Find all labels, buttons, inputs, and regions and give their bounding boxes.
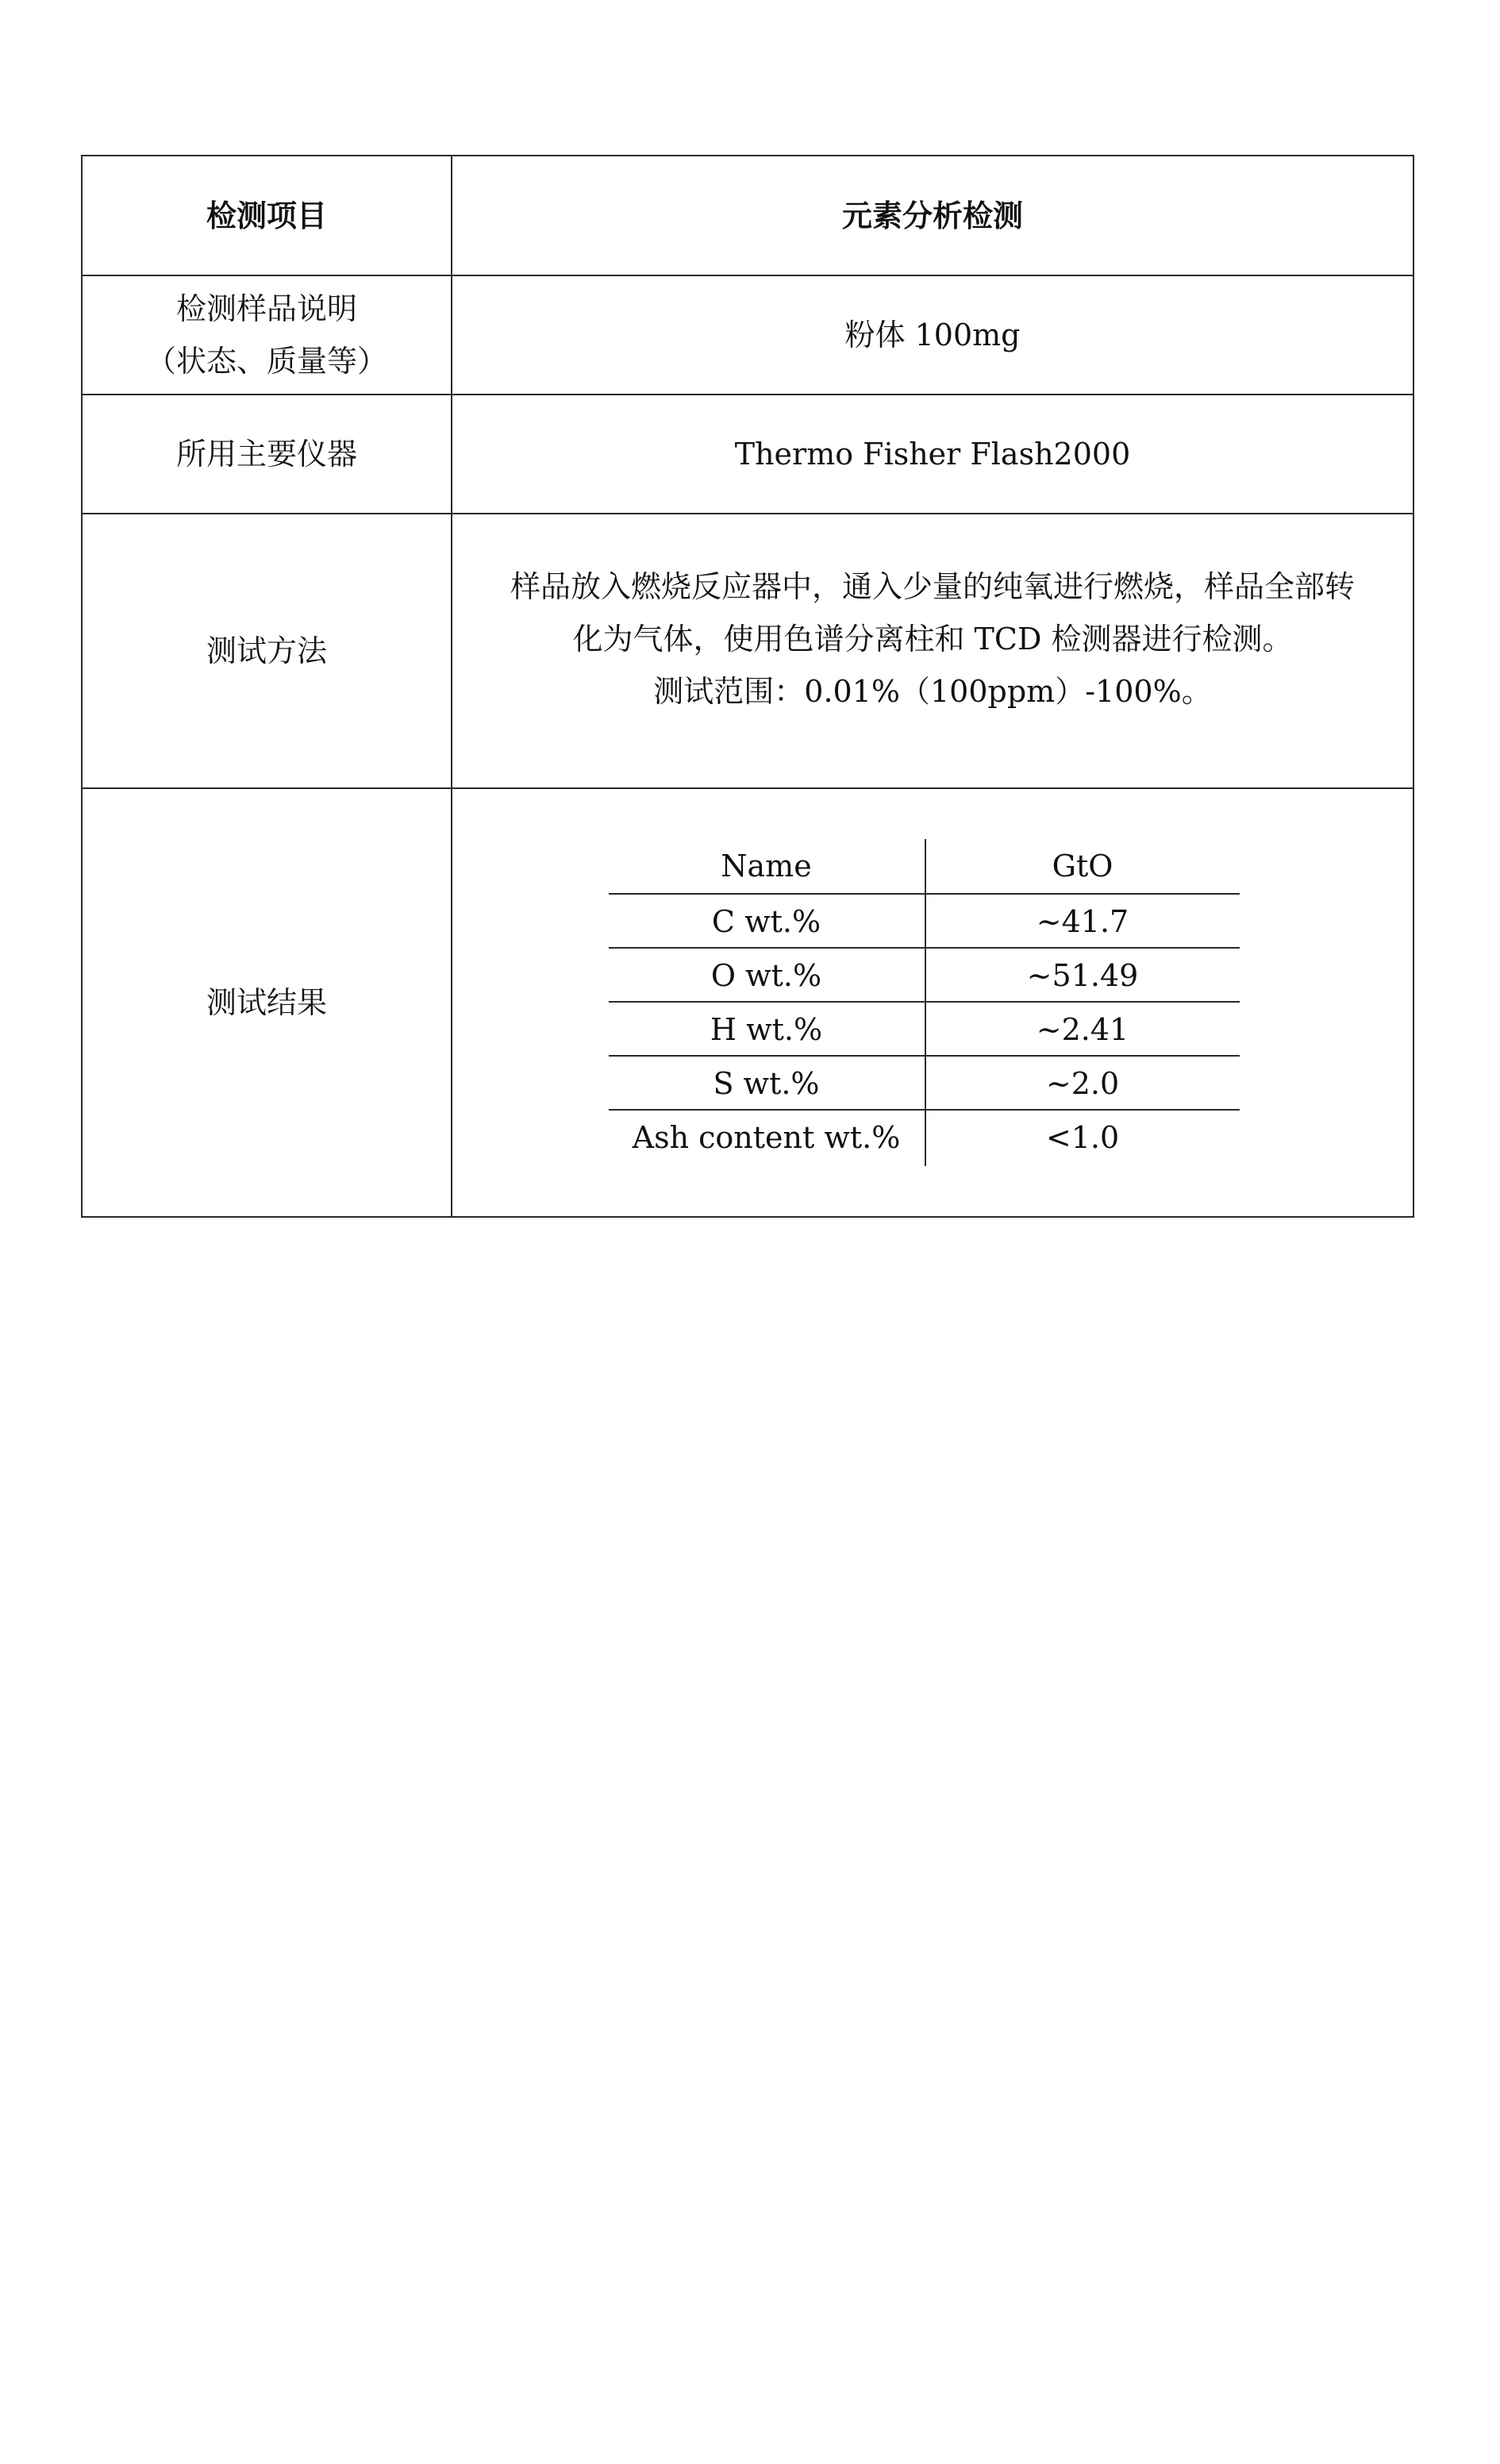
results-cell-name: O wt.% — [710, 958, 822, 993]
results-cell-name: S wt.% — [713, 1066, 820, 1101]
method-line1: 样品放入燃烧反应器中，通入少量的纯氧进行燃烧，样品全部转 — [510, 569, 1355, 604]
sample-label-line2: （状态、质量等） — [145, 344, 387, 379]
results-cell-name: H wt.% — [710, 1012, 823, 1047]
results-cell-value: ~41.7 — [1036, 904, 1129, 939]
results-row — [83, 789, 1413, 1216]
results-row-item — [609, 1003, 1240, 1057]
instrument-value-cell: Thermo Fisher Flash2000 — [734, 437, 1131, 472]
results-row-item — [609, 1111, 1240, 1165]
results-value-cell — [452, 789, 1413, 1216]
results-cell-value: ~51.49 — [1026, 958, 1139, 993]
report-table — [81, 155, 1414, 1218]
method-label-cell: 测试方法 — [83, 514, 452, 787]
method-text-stack — [510, 560, 1355, 741]
sample-label-line1: 检测样品说明 — [175, 291, 357, 326]
results-label-cell: 测试结果 — [83, 789, 452, 1216]
results-header-row — [609, 839, 1240, 893]
method-row — [83, 514, 1413, 789]
results-cell-name: Ash content wt.% — [632, 1120, 901, 1155]
results-row-item — [609, 949, 1240, 1003]
results-table — [609, 839, 1240, 1166]
instrument-row — [83, 395, 1413, 514]
header-row — [83, 156, 1413, 276]
sample-value-cell: 粉体 100mg — [844, 318, 1021, 352]
sample-label-stack — [146, 283, 387, 387]
results-cell-value: ~2.41 — [1036, 1012, 1129, 1047]
header-value-cell: 元素分析检测 — [841, 197, 1023, 233]
header-label-cell: 检测项目 — [83, 156, 452, 275]
method-value-cell — [452, 514, 1413, 787]
results-row-item — [609, 1057, 1240, 1111]
results-header-name: Name — [721, 849, 812, 884]
method-line2: 化为气体，使用色谱分离柱和 TCD 检测器进行检测。 — [572, 622, 1293, 656]
results-header-sample: GtO — [1052, 849, 1113, 884]
sample-label-cell — [83, 276, 452, 394]
instrument-label-cell: 所用主要仪器 — [83, 395, 452, 513]
results-row-item — [609, 895, 1240, 949]
results-cell-name: C wt.% — [711, 904, 821, 939]
results-cell-value: <1.0 — [1045, 1120, 1120, 1155]
results-cell-value: ~2.0 — [1045, 1066, 1120, 1101]
method-line3: 测试范围：0.01%（100ppm）-100%。 — [653, 674, 1212, 709]
sample-row — [83, 276, 1413, 395]
